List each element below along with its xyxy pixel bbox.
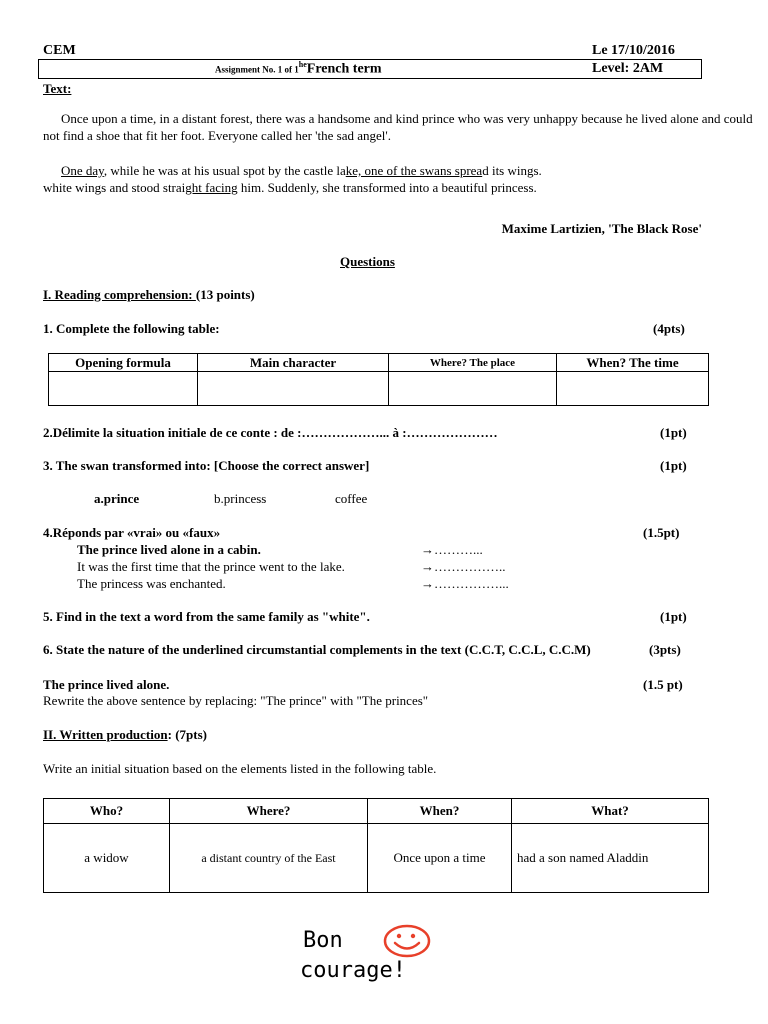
author: Maxime Lartizien, 'The Black Rose' (501, 221, 702, 236)
p2-text-c: white wings and stood strai (43, 180, 186, 195)
paragraph-2-line-1 (61, 163, 542, 179)
p2-text-b: d its wings. (482, 163, 542, 178)
assignment-term: French term (306, 61, 382, 77)
section-2-instruction: Write an initial situation based on the elements listed in the following table. (43, 761, 437, 776)
q2-points: (1pt) (660, 425, 687, 440)
text-label: Text: (43, 81, 72, 96)
p2-text-d: him. Suddenly, she transformed into a beautiful princess. (237, 180, 537, 195)
level: Level: 2AM (592, 61, 664, 76)
q3-option-c[interactable]: coffee (335, 491, 368, 506)
q1-header-opening: Opening formula (49, 354, 198, 372)
q3-points: (1pt) (660, 458, 687, 473)
assignment-sup: he (298, 60, 307, 69)
paragraph-2-line-2 (43, 180, 537, 196)
footer-bon: Bon (303, 928, 343, 953)
q4-statement-2: It was the first time that the prince went to the lake. (77, 559, 345, 574)
q3-text: 3. The swan transformed into: [Choose the correct answer] (43, 458, 370, 473)
underlined-time: One day (61, 163, 104, 178)
questions-title: Questions (340, 254, 395, 269)
wp-header-where: Where? (170, 799, 368, 824)
wp-cell-what: had a son named Aladdin (512, 824, 709, 893)
q3-option-b[interactable]: b.princess (214, 491, 267, 506)
wp-header-who: Who? (44, 799, 170, 824)
q4-answer-1[interactable]: →………... (421, 542, 483, 557)
assignment-prefix: Assignment No. 1 of 1 (215, 64, 299, 75)
written-production-table (43, 798, 709, 893)
q1-answer-cell[interactable] (49, 372, 198, 406)
p2-text-a: , while he was at his usual spot by the castle la (103, 163, 346, 178)
q1-text: 1. Complete the following table: (43, 321, 220, 336)
paragraph-1: Once upon a time, in a distant forest, there was a handsome and kind prince who was very unhappy because he lived alone and could not find a shoe that fit her foot. Everyone called her 'the sad angel'. (43, 111, 753, 143)
q3-option-a[interactable]: a.prince (94, 491, 140, 506)
wp-cell-when: Once upon a time (368, 824, 512, 893)
q1-answer-cell[interactable] (198, 372, 389, 406)
q1-header-character: Main character (198, 354, 389, 372)
q4-points: (1.5pt) (643, 525, 680, 540)
wp-header-what: What? (512, 799, 709, 824)
smiley-icon (382, 924, 432, 958)
wp-header-when: When? (368, 799, 512, 824)
q7-instruction: Rewrite the above sentence by replacing: "The prince" with "The princes" (43, 693, 429, 708)
wp-cell-where: a distant country of the East (170, 824, 368, 893)
section-1-points: (13 points) (195, 287, 255, 302)
q1-points: (4pts) (653, 321, 685, 336)
q1-table (48, 353, 709, 406)
section-1-title (43, 287, 255, 303)
q1-answer-cell[interactable] (557, 372, 709, 406)
section-2-title (43, 727, 207, 743)
school-name: CEM (43, 43, 76, 58)
q4-answer-3[interactable]: →……………... (421, 576, 509, 591)
section-2-label: II. Written production (43, 727, 168, 742)
q2-text: 2.Délimite la situation initiale de ce conte : de :………………... à :………………… (43, 425, 498, 440)
q5-points: (1pt) (660, 609, 687, 624)
underlined-place: ke, one of the swans sprea (345, 163, 483, 178)
section-1-label: I. Reading comprehension: (43, 287, 196, 302)
assignment-title (215, 60, 382, 77)
q7-points: (1.5 pt) (643, 677, 683, 692)
q7-text: The prince lived alone. (43, 677, 170, 692)
q1-header-time: When? The time (557, 354, 709, 372)
section-2-points: : (7pts) (167, 727, 207, 742)
q1-header-place: Where? The place (389, 354, 557, 372)
q4-statement-3: The princess was enchanted. (77, 576, 226, 591)
date: Le 17/10/2016 (592, 43, 675, 58)
q6-points: (3pts) (649, 642, 681, 657)
footer-courage: courage! (300, 958, 406, 983)
q4-answer-2[interactable]: →…………….. (421, 559, 506, 574)
q5-text: 5. Find in the text a word from the same family as "white". (43, 609, 370, 624)
underlined-manner: ght facing (185, 180, 238, 195)
q1-answer-cell[interactable] (389, 372, 557, 406)
q4-text: 4.Réponds par «vrai» ou «faux» (43, 525, 221, 540)
q4-statement-1: The prince lived alone in a cabin. (77, 542, 261, 557)
q6-text: 6. State the nature of the underlined circumstantial complements in the text (C.C.T, C.C.L, C.C.M) (43, 642, 591, 657)
wp-cell-who: a widow (44, 824, 170, 893)
